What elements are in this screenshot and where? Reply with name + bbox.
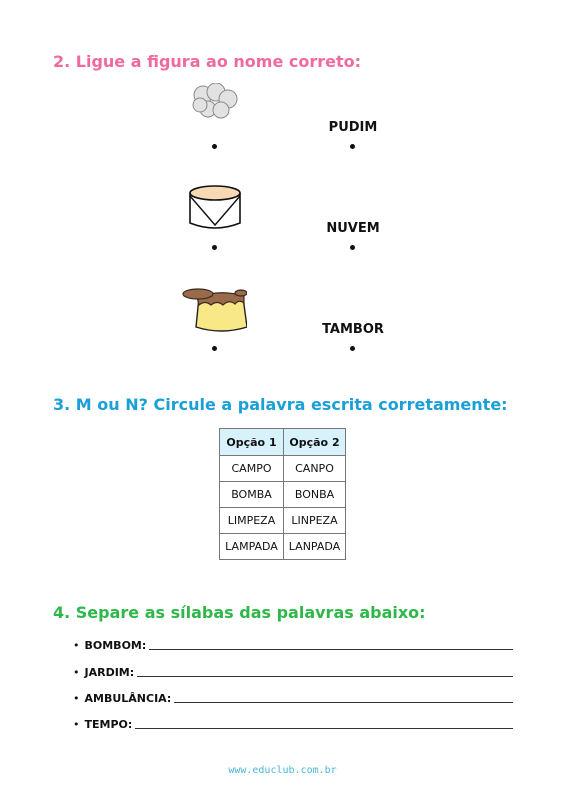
word-nuvem: NUVEM bbox=[326, 221, 380, 236]
table-row bbox=[220, 456, 346, 482]
word-dot-1[interactable] bbox=[350, 144, 355, 149]
bullet: • bbox=[73, 718, 80, 731]
table-cell[interactable]: LANPADA bbox=[284, 534, 346, 560]
options-table bbox=[219, 428, 346, 560]
syllable-item-label: TEMPO: bbox=[84, 718, 133, 731]
syllable-item-label: JARDIM: bbox=[84, 666, 135, 679]
bullet: • bbox=[73, 666, 80, 679]
table-cell[interactable]: LINPEZA bbox=[284, 508, 346, 534]
picture-dot-1[interactable] bbox=[212, 144, 217, 149]
syllable-item-label: BOMBOM: bbox=[84, 639, 147, 652]
table-header-row bbox=[220, 429, 346, 456]
bullet: • bbox=[73, 692, 80, 705]
picture-dot-3[interactable] bbox=[212, 346, 217, 351]
table-row bbox=[220, 482, 346, 508]
picture-dot-2[interactable] bbox=[212, 245, 217, 250]
syllable-item bbox=[73, 638, 513, 652]
answer-line[interactable] bbox=[135, 718, 513, 729]
syllable-item bbox=[73, 665, 513, 679]
word-dot-3[interactable] bbox=[350, 346, 355, 351]
table-cell[interactable]: CANPO bbox=[284, 456, 346, 482]
cloud-icon bbox=[189, 83, 243, 123]
table-cell[interactable]: LIMPEZA bbox=[220, 508, 284, 534]
syllable-item-label: AMBULÂNCIA: bbox=[84, 692, 172, 705]
table-row bbox=[220, 534, 346, 560]
answer-line[interactable] bbox=[137, 666, 513, 677]
pudding-icon bbox=[181, 283, 247, 335]
syllable-item bbox=[73, 717, 513, 731]
word-pudim: PUDIM bbox=[328, 120, 378, 135]
word-tambor: TAMBOR bbox=[322, 322, 384, 337]
answer-line[interactable] bbox=[149, 639, 513, 650]
footer-url[interactable]: www.educlub.com.br bbox=[228, 765, 337, 776]
syllable-item bbox=[73, 691, 513, 705]
drum-icon bbox=[187, 183, 243, 233]
column-header-option-2: Opção 2 bbox=[284, 429, 346, 456]
table-cell[interactable]: CAMPO bbox=[220, 456, 284, 482]
table-cell[interactable]: BONBA bbox=[284, 482, 346, 508]
table-cell[interactable]: BOMBA bbox=[220, 482, 284, 508]
column-header-option-1: Opção 1 bbox=[220, 429, 284, 456]
table-row bbox=[220, 508, 346, 534]
section-2-title: 2. Ligue a figura ao nome correto: bbox=[53, 52, 362, 71]
bullet: • bbox=[73, 639, 80, 652]
section-4-title: 4. Separe as sílabas das palavras abaixo: bbox=[53, 603, 426, 622]
table-cell[interactable]: LAMPADA bbox=[220, 534, 284, 560]
word-dot-2[interactable] bbox=[350, 245, 355, 250]
answer-line[interactable] bbox=[174, 692, 513, 703]
section-3-title: 3. M ou N? Circule a palavra escrita corretamente: bbox=[53, 395, 508, 414]
